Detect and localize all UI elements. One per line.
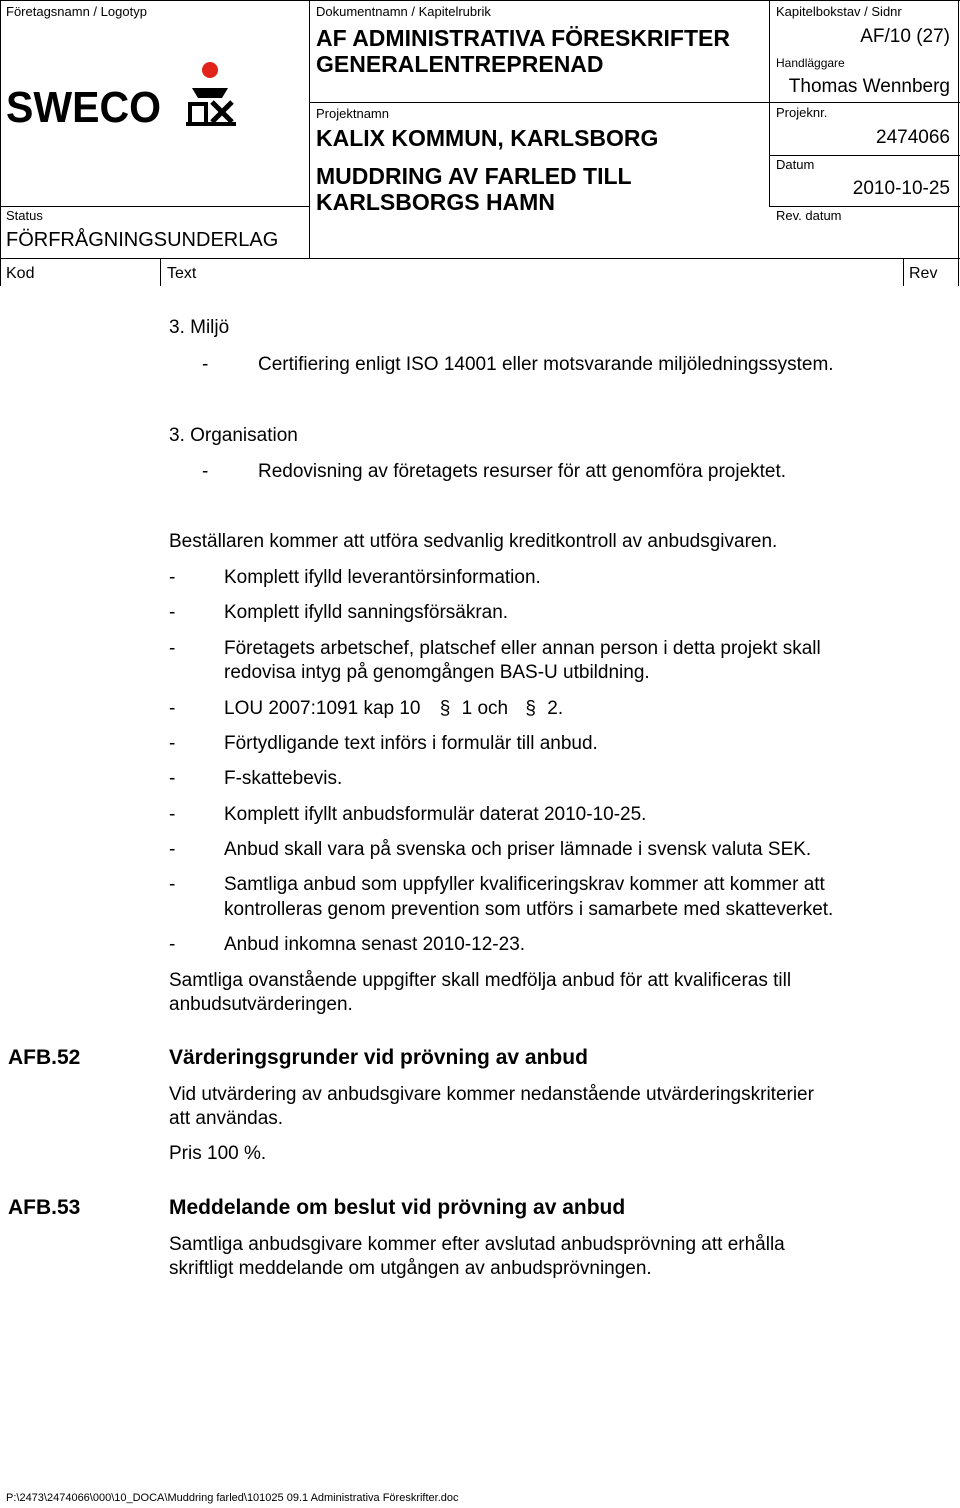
lou-text-3: 2. [547,698,564,719]
section-sign: § [439,698,451,719]
svg-text:SWECO: SWECO [6,83,161,128]
column-divider-rev [903,258,904,286]
header-col-divider-2 [769,0,770,207]
lou-text: LOU 2007:1091 kap 10 [224,698,421,719]
header-rule-handler [769,102,960,103]
afb53-line1: Samtliga anbudsgivare kommer efter avslutad anbudsprövning att erhålla [169,1234,785,1255]
list-dash: - [169,638,176,659]
header-rule-revdate [769,206,960,207]
header-col-divider-1 [309,0,310,258]
afb52-line2: att användas. [169,1108,284,1129]
list-item: Förtydligande text införs i formulär till anbud. [224,733,598,754]
column-text: Text [167,265,197,282]
header-rule-status [0,206,309,207]
doc-title-line2: GENERALENTREPRENAD [316,51,604,77]
revdate-label: Rev. datum [776,208,842,223]
list-dash: - [169,874,176,895]
column-kod: Kod [6,265,35,282]
project-line2: MUDDRING AV FARLED TILL [316,163,632,189]
header-rule-columns [0,258,960,259]
date-value: 2010-10-25 [852,178,950,199]
projnr-value: 2474066 [876,127,950,148]
header-rule-projnr [769,155,960,156]
afb52-title: Värderingsgrunder vid prövning av anbud [169,1046,588,1069]
summary-line1: Samtliga ovanstående uppgifter skall medfölja anbud för att kvalificeras till [169,970,792,991]
list-item: Anbud inkomna senast 2010-12-23. [224,934,526,955]
list-dash: - [169,602,176,623]
list-item: F-skattebevis. [224,768,343,789]
lou-text-2: 1 och [461,698,509,719]
list-dash: - [169,698,176,719]
list-item: Anbud skall vara på svenska och priser lämnade i svensk valuta SEK. [224,839,812,860]
header-rule-project [309,102,769,103]
section-sign: § [525,698,536,719]
afb53-code: AFB.53 [8,1196,81,1219]
chapter-label: Kapitelbokstav / Sidnr [776,4,902,19]
projnr-label: Projeknr. [776,105,828,120]
sweco-logo [6,58,236,128]
afb53-title: Meddelande om beslut vid prövning av anbud [169,1196,626,1219]
afb52-code: AFB.52 [8,1046,81,1069]
miljo-item: Certifiering enligt ISO 14001 eller motsvarande miljöledningssystem. [258,354,834,375]
summary-line2: anbudsutvärderingen. [169,994,353,1015]
header-rule-top [0,0,960,1]
chapter-value: AF/10 (27) [860,26,950,47]
list-dash: - [169,934,176,955]
doc-label: Dokumentnamn / Kapitelrubrik [316,4,491,19]
list-item: Komplett ifylld leverantörsinformation. [224,567,541,588]
column-divider-right [958,0,959,286]
handler-value: Thomas Wennberg [788,76,950,97]
column-rev: Rev [909,265,938,282]
handler-label: Handläggare [776,56,845,70]
list-item: Företagets arbetschef, platschef eller annan person i detta projekt skall [224,638,821,659]
list-dash: - [169,733,176,754]
list-dash: - [202,461,209,482]
date-label: Datum [776,157,815,172]
afb53-line2: skriftligt meddelande om utgången av anbudsprövningen. [169,1258,652,1279]
footer-file-path: P:\2473\2474066\000\10_DOCA\Muddring farled\101025 09.1 Administrativa Föreskrifter.doc [6,1492,459,1504]
doc-title-line1: AF ADMINISTRATIVA FÖRESKRIFTER [316,25,730,51]
status-value: FÖRFRÅGNINGSUNDERLAG [6,229,279,251]
list-item-continued: redovisa intyg på genomgången BAS-U utbildning. [224,662,650,683]
afb52-line1: Vid utvärdering av anbudsgivare kommer nedanstående utvärderingskriterier [169,1084,814,1105]
list-item: Komplett ifyllt anbudsformulär daterat 2010-10-25. [224,804,647,825]
list-item-continued: kontrolleras genom prevention som utförs i samarbete med skatteverket. [224,899,834,920]
afb52-price: Pris 100 %. [169,1143,267,1164]
project-line3: KARLSBORGS HAMN [316,189,555,215]
company-label: Företagsnamn / Logotyp [6,4,147,19]
project-label: Projektnamn [316,106,389,121]
column-divider-left [0,0,1,286]
list-dash: - [169,804,176,825]
project-line1: KALIX KOMMUN, KARLSBORG [316,125,659,151]
org-heading: 3. Organisation [169,425,298,446]
list-item: Samtliga anbud som uppfyller kvalificeringskrav kommer att kommer att [224,874,825,895]
org-item: Redovisning av företagets resurser för att genomföra projektet. [258,461,787,482]
kredit-text: Beställaren kommer att utföra sedvanlig kreditkontroll av anbudsgivaren. [169,531,778,552]
list-dash: - [169,567,176,588]
list-dash: - [169,768,176,789]
list-item: Komplett ifylld sanningsförsäkran. [224,602,509,623]
list-dash: - [169,839,176,860]
status-label: Status [6,208,43,223]
miljo-heading: 3. Miljö [169,317,230,338]
list-dash: - [202,354,209,375]
list-item-lou [224,698,563,720]
column-divider-kod [160,258,161,286]
